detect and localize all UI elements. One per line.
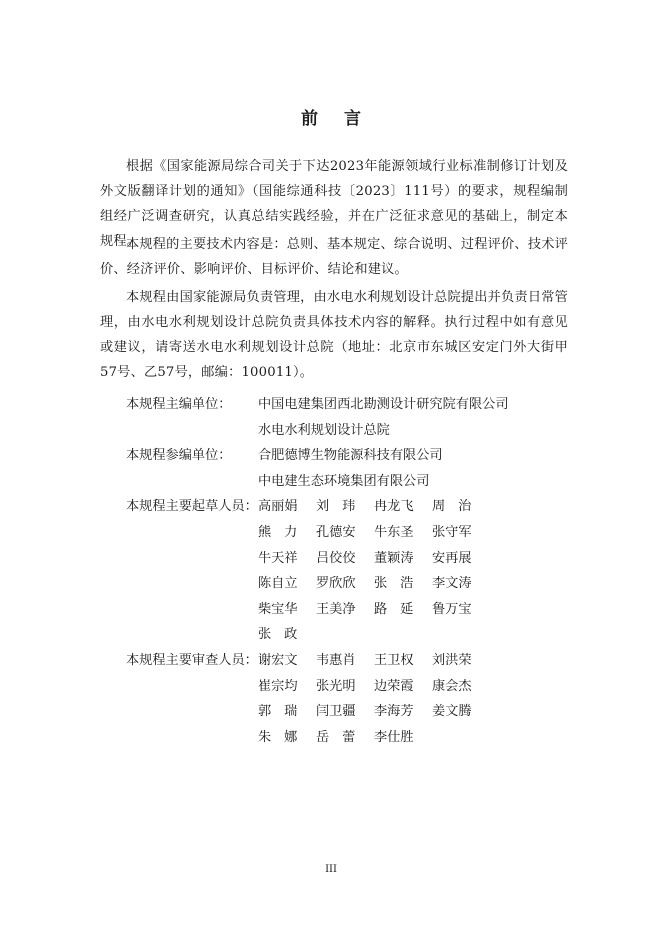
reviewer-name: 闫卫疆	[316, 704, 356, 720]
drafter-name: 王美净	[316, 601, 356, 617]
drafter-name: 董颖涛	[374, 550, 414, 566]
drafters-list	[258, 494, 490, 648]
drafter-name: 牛东圣	[374, 524, 414, 540]
reviewer-name: 刘洪荣	[432, 652, 472, 668]
reviewer-name: 张光明	[316, 678, 356, 694]
chief-editor-unit: 中国电建集团西北勘测设计研究院有限公司	[258, 397, 509, 412]
drafter-name: 高丽娟	[258, 499, 298, 515]
chief-editor-row	[100, 392, 568, 418]
drafter-name: 熊力	[258, 524, 311, 540]
reviewer-name: 岳蕾	[316, 729, 369, 745]
reviewers-label: 本规程主要审查人员：	[126, 652, 258, 668]
paragraph-main-content: 本规程的主要技术内容是：总则、基本规定、综合说明、过程评价、技术评价、经济评价、影响评价、目标评价、结论和建议。	[100, 237, 568, 277]
co-editor-row	[100, 469, 568, 495]
drafter-name: 安再展	[432, 550, 472, 566]
drafter-name: 孔德安	[316, 524, 356, 540]
chief-editor-row	[100, 418, 568, 444]
co-editor-label: 本规程参编单位：	[126, 448, 232, 464]
drafter-name: 陈自立	[258, 576, 298, 592]
co-editor-row	[100, 443, 568, 469]
reviewer-name: 朱娜	[258, 729, 311, 745]
reviewer-name: 谢宏文	[258, 652, 298, 668]
drafter-name: 柴宝华	[258, 601, 298, 617]
reviewer-name: 李仕胜	[374, 729, 414, 745]
drafter-name: 张浩	[374, 576, 427, 592]
co-editor-unit: 合肥德博生物能源科技有限公司	[258, 448, 443, 464]
drafter-name: 张政	[258, 627, 311, 643]
drafter-name: 吕佼佼	[316, 550, 356, 566]
drafter-name: 周治	[432, 499, 485, 515]
drafter-name: 李文涛	[432, 576, 472, 592]
chief-editor-label: 本规程主编单位：	[126, 397, 232, 412]
drafter-name: 张守军	[432, 524, 472, 540]
drafters-label: 本规程主要起草人员：	[126, 499, 258, 515]
drafter-name: 罗欣欣	[316, 576, 356, 592]
drafter-name: 鲁万宝	[432, 601, 472, 617]
reviewer-name: 边荣霞	[374, 678, 414, 694]
page-number: III	[325, 864, 337, 875]
page-title: 前言	[301, 109, 387, 129]
reviewer-name: 郭瑞	[258, 704, 311, 720]
drafter-name: 刘玮	[316, 499, 369, 515]
drafter-name: 冉龙飞	[374, 499, 414, 515]
chief-editor-unit: 水电水利规划设计总院	[258, 422, 390, 438]
reviewer-name: 康会杰	[432, 678, 472, 694]
reviewer-name: 王卫权	[374, 652, 414, 668]
reviewer-name: 李海芳	[374, 704, 414, 720]
reviewer-name: 崔宗均	[258, 678, 298, 694]
reviewer-name: 姜文腾	[432, 704, 472, 720]
paragraph-management: 本规程由国家能源局负责管理，由水电水利规划设计总院提出并负责日常管理，由水电水利规划设计总院负责具体技术内容的解释。执行过程中如有意见或建议，请寄送水电水利规划设计总院（地址：北京市东城区安定门外大街甲57号、乙57号，邮编：100011）。	[100, 290, 568, 380]
credits-section	[100, 392, 568, 750]
drafters-row	[100, 494, 568, 648]
drafter-name: 路延	[374, 601, 427, 617]
drafter-name: 牛天祥	[258, 550, 298, 566]
co-editor-unit: 中电建生态环境集团有限公司	[258, 473, 430, 489]
paragraph-basis: 根据《国家能源局综合司关于下达2023年能源领域行业标准制修订计划及外文版翻译计划的通知》（国能综通科技〔2023〕111号）的要求，规程编制组经广泛调查研究，认真总结实践经验，并在广泛征求意见的基础上，制定本规程。	[100, 159, 568, 249]
reviewer-name: 韦惠肖	[316, 652, 356, 668]
reviewers-list	[258, 648, 490, 750]
reviewers-row	[100, 648, 568, 750]
